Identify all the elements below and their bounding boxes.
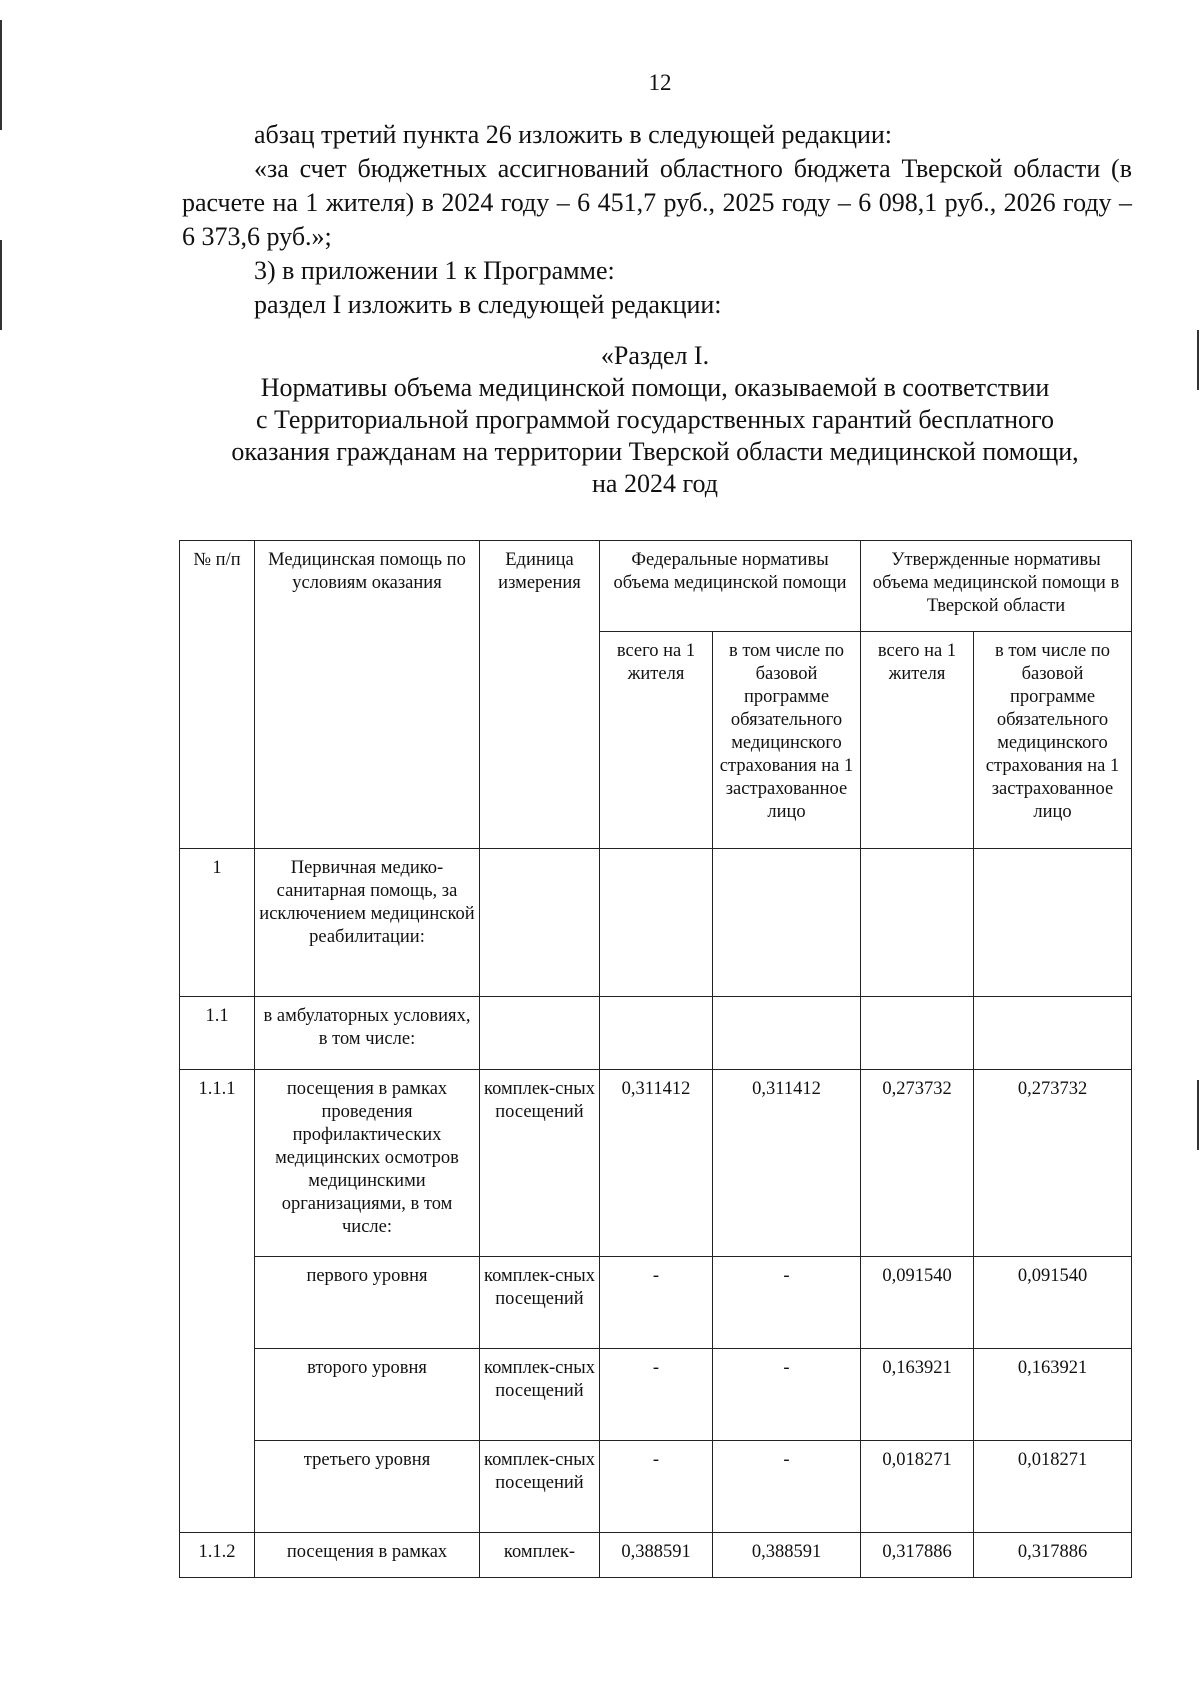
row-appr-oms: 0,018271 bbox=[974, 1441, 1132, 1533]
row-name: посещения в рамках проведения профилактических медицинских осмотров медицинскими организациями, в том числе: bbox=[255, 1070, 480, 1257]
row-unit bbox=[480, 997, 600, 1070]
row-appr-oms: 0,091540 bbox=[974, 1257, 1132, 1349]
row-num: 1.1 bbox=[180, 997, 255, 1070]
row-appr-total: 0,091540 bbox=[861, 1257, 974, 1349]
paragraph-3: 3) в приложении 1 к Программе: bbox=[254, 256, 615, 285]
row-appr-total: 0,018271 bbox=[861, 1441, 974, 1533]
row-appr-oms bbox=[974, 997, 1132, 1070]
row-name: третьего уровня bbox=[255, 1441, 480, 1533]
row-fed-oms: 0,311412 bbox=[713, 1070, 861, 1257]
row-appr-oms: 0,273732 bbox=[974, 1070, 1132, 1257]
row-appr-total: 0,317886 bbox=[861, 1533, 974, 1578]
row-fed-total: - bbox=[600, 1257, 713, 1349]
row-num: 1.1.2 bbox=[180, 1533, 255, 1578]
row-appr-oms: 0,163921 bbox=[974, 1349, 1132, 1441]
scan-edge-left bbox=[0, 20, 2, 130]
table-row bbox=[180, 1257, 1132, 1349]
table-row bbox=[180, 1441, 1132, 1533]
row-fed-oms: 0,388591 bbox=[713, 1533, 861, 1578]
body-text bbox=[182, 118, 1132, 322]
table-row bbox=[180, 1349, 1132, 1441]
section-heading bbox=[170, 340, 1140, 500]
table-row bbox=[180, 849, 1132, 997]
row-appr-oms: 0,317886 bbox=[974, 1533, 1132, 1578]
row-fed-total: 0,311412 bbox=[600, 1070, 713, 1257]
row-fed-total bbox=[600, 997, 713, 1070]
page-number: 12 bbox=[648, 70, 672, 95]
paragraph-4: раздел I изложить в следующей редакции: bbox=[254, 290, 722, 319]
norms-table bbox=[179, 540, 1132, 1578]
row-fed-total: - bbox=[600, 1349, 713, 1441]
header-care: Медицинская помощь по условиям оказания bbox=[255, 541, 480, 849]
section-title-line: Нормативы объема медицинской помощи, оказываемой в соответствии bbox=[260, 373, 1050, 402]
row-fed-oms: - bbox=[713, 1441, 861, 1533]
table-row bbox=[180, 1533, 1132, 1578]
row-unit: комплек-сных посещений bbox=[480, 1349, 600, 1441]
row-fed-oms bbox=[713, 849, 861, 997]
header-fed-total: всего на 1 жителя bbox=[600, 632, 713, 849]
section-title-line: с Территориальной программой государственных гарантий бесплатного bbox=[255, 405, 1055, 434]
row-appr-total: 0,163921 bbox=[861, 1349, 974, 1441]
row-name: Первичная медико-санитарная помощь, за исключением медицинской реабилитации: bbox=[255, 849, 480, 997]
table-header-row bbox=[180, 541, 1132, 632]
row-appr-total bbox=[861, 849, 974, 997]
row-num: 1 bbox=[180, 849, 255, 997]
row-appr-total: 0,273732 bbox=[861, 1070, 974, 1257]
row-name: в амбулаторных условиях, в том числе: bbox=[255, 997, 480, 1070]
row-unit bbox=[480, 849, 600, 997]
row-fed-total bbox=[600, 849, 713, 997]
row-unit: комплек-сных посещений bbox=[480, 1257, 600, 1349]
header-federal: Федеральные нормативы объема медицинской помощи bbox=[600, 541, 861, 632]
row-name: посещения в рамках bbox=[255, 1533, 480, 1578]
header-unit: Единица измерения bbox=[480, 541, 600, 849]
row-name: второго уровня bbox=[255, 1349, 480, 1441]
header-appr-total: всего на 1 жителя bbox=[861, 632, 974, 849]
row-fed-oms bbox=[713, 997, 861, 1070]
scan-edge-right bbox=[1197, 330, 1199, 390]
row-fed-total: - bbox=[600, 1441, 713, 1533]
section-label: «Раздел I. bbox=[600, 341, 710, 370]
row-unit: комплек- bbox=[480, 1533, 600, 1578]
table-row bbox=[180, 997, 1132, 1070]
row-unit: комплек-сных посещений bbox=[480, 1441, 600, 1533]
row-fed-oms: - bbox=[713, 1349, 861, 1441]
row-fed-total: 0,388591 bbox=[600, 1533, 713, 1578]
row-unit: комплек-сных посещений bbox=[480, 1070, 600, 1257]
row-name: первого уровня bbox=[255, 1257, 480, 1349]
table-row bbox=[180, 1070, 1132, 1257]
header-fed-oms: в том числе по базовой программе обязательного медицинского страхования на 1 застрахованное лицо bbox=[713, 632, 861, 849]
paragraph-1: абзац третий пункта 26 изложить в следующей редакции: bbox=[254, 120, 893, 149]
row-num: 1.1.1 bbox=[180, 1070, 255, 1533]
row-appr-total bbox=[861, 997, 974, 1070]
paragraph-2: «за счет бюджетных ассигнований областного бюджета Тверской области (в расчете на 1 жителя) в 2024 году – 6 451,7 руб., 2025 году – 6 098,1 руб., 2026 году – 6 373,6 руб.»; bbox=[182, 154, 1132, 251]
row-fed-oms: - bbox=[713, 1257, 861, 1349]
scan-edge-right bbox=[1197, 1080, 1199, 1150]
row-appr-oms bbox=[974, 849, 1132, 997]
header-appr-oms: в том числе по базовой программе обязательного медицинского страхования на 1 застрахованное лицо bbox=[974, 632, 1132, 849]
header-approved: Утвержденные нормативы объема медицинской помощи в Тверской области bbox=[861, 541, 1132, 632]
scan-edge-left bbox=[0, 240, 2, 330]
section-title-line: оказания гражданам на территории Тверской области медицинской помощи, bbox=[231, 437, 1079, 466]
section-title-line: на 2024 год bbox=[592, 469, 718, 498]
header-num: № п/п bbox=[180, 541, 255, 849]
